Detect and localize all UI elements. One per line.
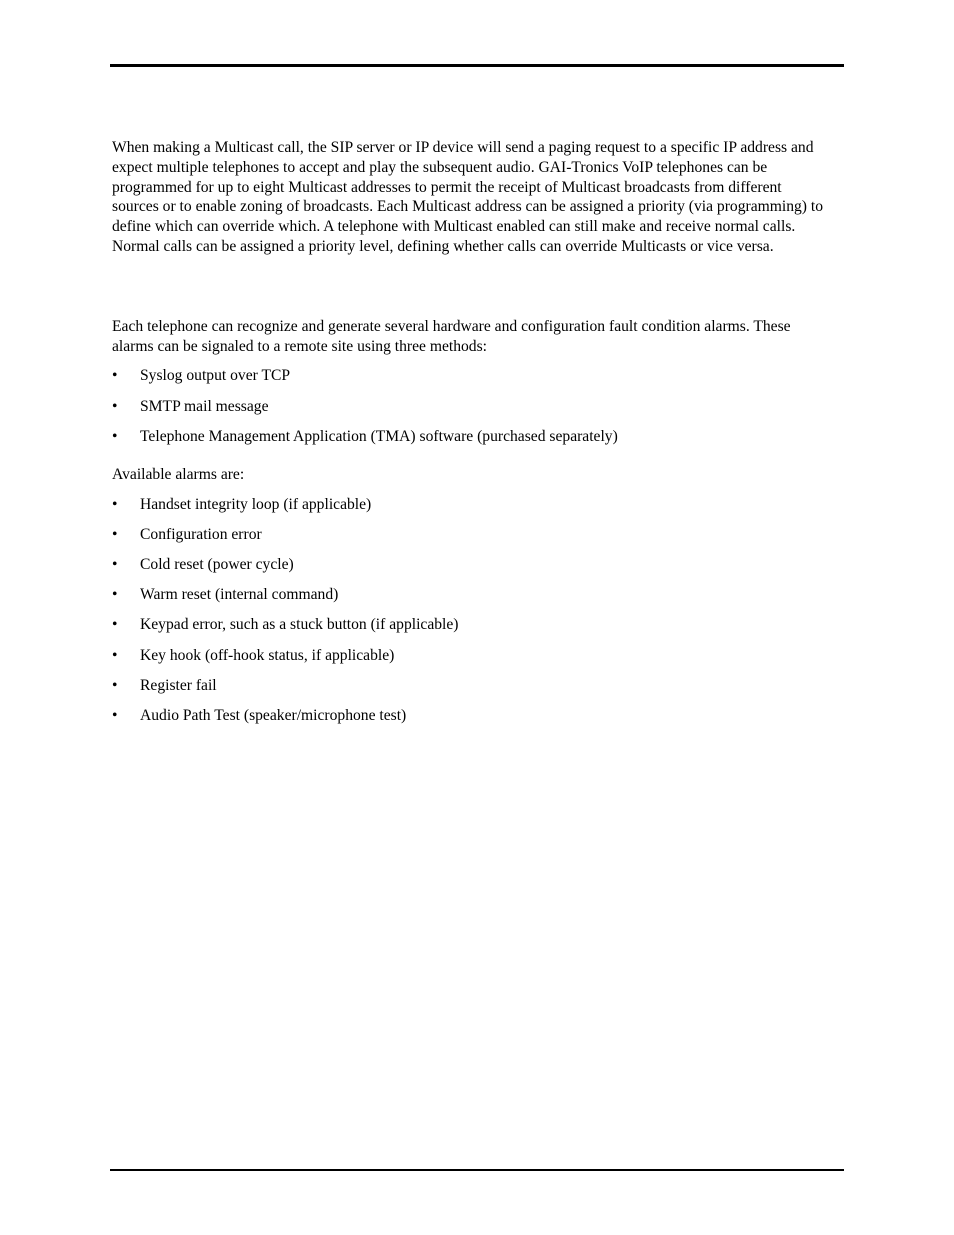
list-item bbox=[112, 427, 828, 457]
bullet-icon: • bbox=[112, 367, 118, 385]
bullet-icon: • bbox=[112, 616, 118, 634]
bullet-icon: • bbox=[112, 427, 118, 445]
list-item bbox=[112, 585, 828, 615]
list-item bbox=[112, 555, 828, 585]
bullet-icon: • bbox=[112, 586, 118, 604]
available-alarms-label: Available alarms are: bbox=[112, 465, 245, 483]
multicast-paragraph: When making a Multicast call, the SIP server or IP device will send a paging request to a specific IP address and expect multiple telephones to accept and play the subsequent audio. GAI-Tronics VoIP telephones can be programmed for up to eight Multicast addresses to permit the receipt of Multicast broadcasts from different sources or to enable zoning of broadcasts. Each Multicast address can be assigned a priority (via programming) to define which can override which. A telephone with Multicast enabled can still make and receive normal calls. Normal calls can be assigned a priority level, defining whether calls can override Multicasts or vice versa. bbox=[112, 139, 824, 255]
bullet-icon: • bbox=[112, 525, 118, 543]
list-item bbox=[112, 615, 828, 645]
bullet-icon: • bbox=[112, 397, 118, 415]
alarm-methods-list bbox=[112, 366, 828, 457]
list-item-text: Audio Path Test (speaker/microphone test) bbox=[140, 707, 407, 725]
header-rule bbox=[110, 64, 844, 67]
bullet-icon: • bbox=[112, 556, 118, 574]
list-item-text: Cold reset (power cycle) bbox=[140, 556, 294, 574]
footer-rule bbox=[110, 1169, 844, 1171]
list-item bbox=[112, 397, 828, 427]
list-item-text: Telephone Management Application (TMA) software (purchased separately) bbox=[140, 427, 618, 445]
list-item-text: Warm reset (internal command) bbox=[140, 586, 339, 604]
list-item bbox=[112, 366, 828, 396]
available-alarms-list bbox=[112, 495, 828, 737]
list-item-text: Handset integrity loop (if applicable) bbox=[140, 495, 372, 513]
list-item-text: Configuration error bbox=[140, 525, 262, 543]
page-body bbox=[112, 138, 828, 736]
bullet-icon: • bbox=[112, 646, 118, 664]
bullet-icon: • bbox=[112, 676, 118, 694]
list-item-text: Keypad error, such as a stuck button (if applicable) bbox=[140, 616, 459, 634]
alarms-intro-paragraph: Each telephone can recognize and generate several hardware and configuration fault condition alarms. These alarms can be signaled to a remote site using three methods: bbox=[112, 317, 791, 355]
list-item-text: Register fail bbox=[140, 676, 217, 694]
bullet-icon: • bbox=[112, 707, 118, 725]
list-item bbox=[112, 525, 828, 555]
list-item bbox=[112, 495, 828, 525]
list-item-text: SMTP mail message bbox=[140, 397, 269, 415]
list-item bbox=[112, 676, 828, 706]
list-item-text: Syslog output over TCP bbox=[140, 367, 291, 385]
list-item-text: Key hook (off-hook status, if applicable) bbox=[140, 646, 395, 664]
list-item bbox=[112, 646, 828, 676]
bullet-icon: • bbox=[112, 495, 118, 513]
list-item bbox=[112, 706, 828, 736]
